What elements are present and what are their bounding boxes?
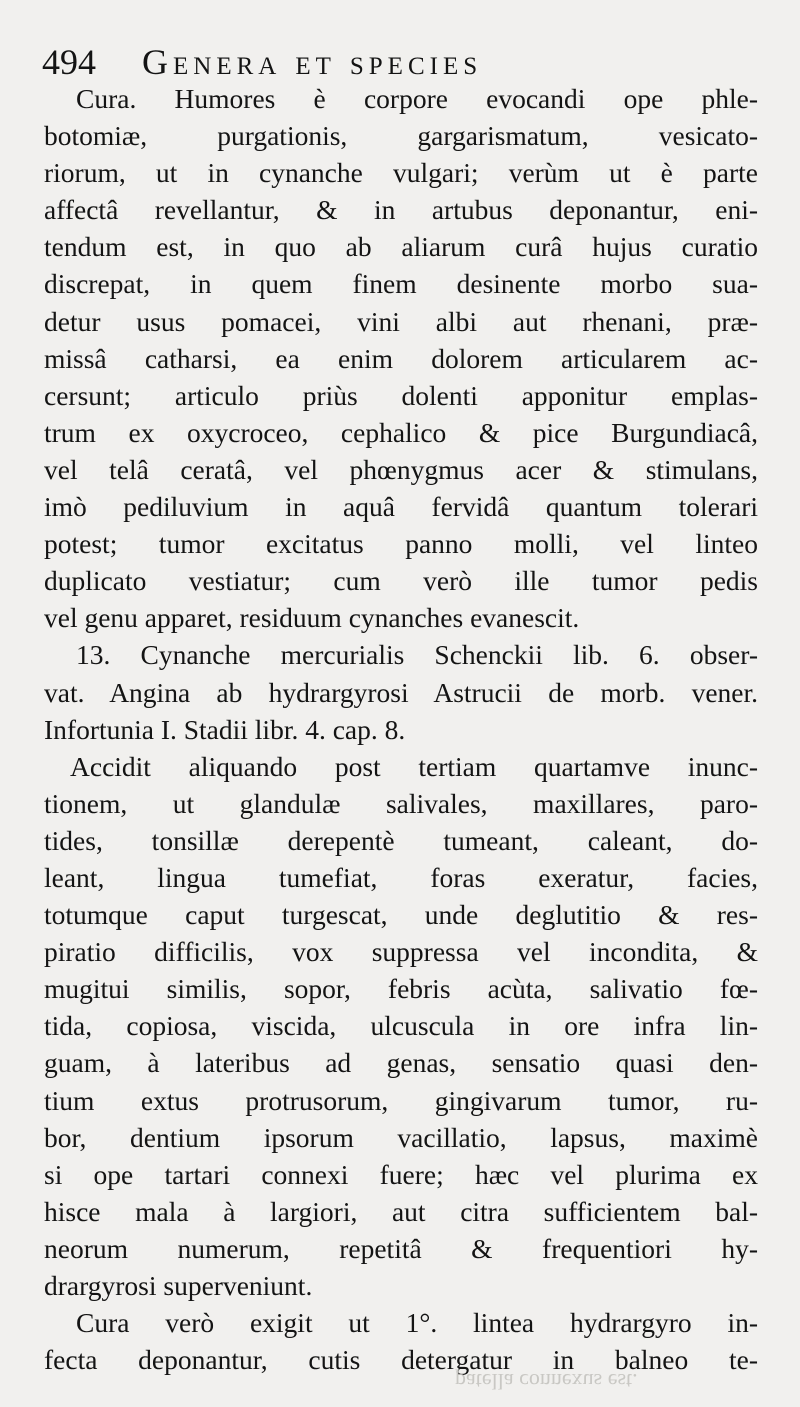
text-line: missâ catharsi, ea enim dolorem articularem ac- [44, 342, 758, 374]
page-number: 494 [42, 42, 96, 82]
text-line: detur usus pomacei, vini albi aut rhenani, præ- [44, 305, 758, 337]
text-line: imò pediluvium in aquâ fervidâ quantum tolerari [44, 491, 758, 523]
text-line: tium extus protrusorum, gingivarum tumor, ru- [44, 1084, 758, 1116]
text-line: vel telâ ceratâ, vel phœnygmus acer & stimulans, [44, 453, 758, 485]
text-line: tides, tonsillæ derepentè tumeant, caleant, do- [44, 824, 758, 856]
text-line: botomiæ, purgationis, gargarismatum, vesicato- [44, 120, 758, 152]
body-text [44, 80, 758, 1378]
text-line: tendum est, in quo ab aliarum curâ hujus curatio [44, 231, 758, 263]
text-line: discrepat, in quem finem desinente morbo sua- [44, 268, 758, 300]
running-head [42, 38, 772, 86]
text-line: fecta deponantur, cutis detergatur in balneo te- [44, 1344, 758, 1376]
text-line: bor, dentium ipsorum vacillatio, lapsus, maximè [44, 1121, 758, 1153]
text-line: guam, à lateribus ad genas, sensatio quasi den- [44, 1047, 758, 1079]
text-line: si ope tartari connexi fuere; hæc vel plurima ex [44, 1158, 758, 1190]
bleed-through-text: patella connexus est. [455, 1369, 638, 1394]
text-line: piratio difficilis, vox suppressa vel incondita, & [44, 936, 758, 968]
text-line: Infortunia I. Stadii libr. 4. cap. 8. [44, 713, 406, 745]
running-title: Genera et species [142, 42, 483, 82]
text-line: duplicato vestiatur; cum verò ille tumor pedis [44, 565, 758, 597]
text-line: Accidit aliquando post tertiam quartamve inunc- [70, 750, 758, 782]
text-line: drargyrosi superveniunt. [44, 1270, 313, 1301]
text-line: cersunt; articulo priùs dolenti apponitur emplas- [44, 379, 758, 411]
text-line: trum ex oxycroceo, cephalico & pice Burgundiacâ, [44, 416, 758, 448]
text-line: affectâ revellantur, & in artubus deponantur, eni- [44, 194, 758, 226]
text-line: hisce mala à largiori, aut citra sufficientem bal- [44, 1195, 758, 1227]
text-line: potest; tumor excitatus panno molli, vel linteo [44, 528, 758, 560]
text-line: neorum numerum, repetitâ & frequentiori hy- [44, 1232, 758, 1264]
text-line: vat. Angina ab hydrargyrosi Astrucii de morb. vener. [44, 676, 758, 708]
text-line: totumque caput turgescat, unde deglutitio & res- [44, 899, 758, 931]
text-line: leant, lingua tumefiat, foras exeratur, facies, [44, 861, 758, 893]
text-line: Cura verò exigit ut 1°. lintea hydrargyro in- [76, 1307, 758, 1339]
text-line: Cura. Humores è corpore evocandi ope phle- [76, 83, 758, 114]
text-line: vel genu apparet, residuum cynanches evanescit. [44, 602, 580, 634]
text-line: 13. Cynanche mercurialis Schenckii lib. 6. obser- [76, 639, 758, 671]
text-line: tionem, ut glandulæ salivales, maxillares, paro- [44, 787, 758, 819]
text-line: mugitui similis, sopor, febris acùta, salivatio fœ- [44, 973, 758, 1005]
text-line: tida, copiosa, viscida, ulcuscula in ore infra lin- [44, 1010, 758, 1042]
text-line: riorum, ut in cynanche vulgari; verùm ut è parte [44, 157, 758, 189]
